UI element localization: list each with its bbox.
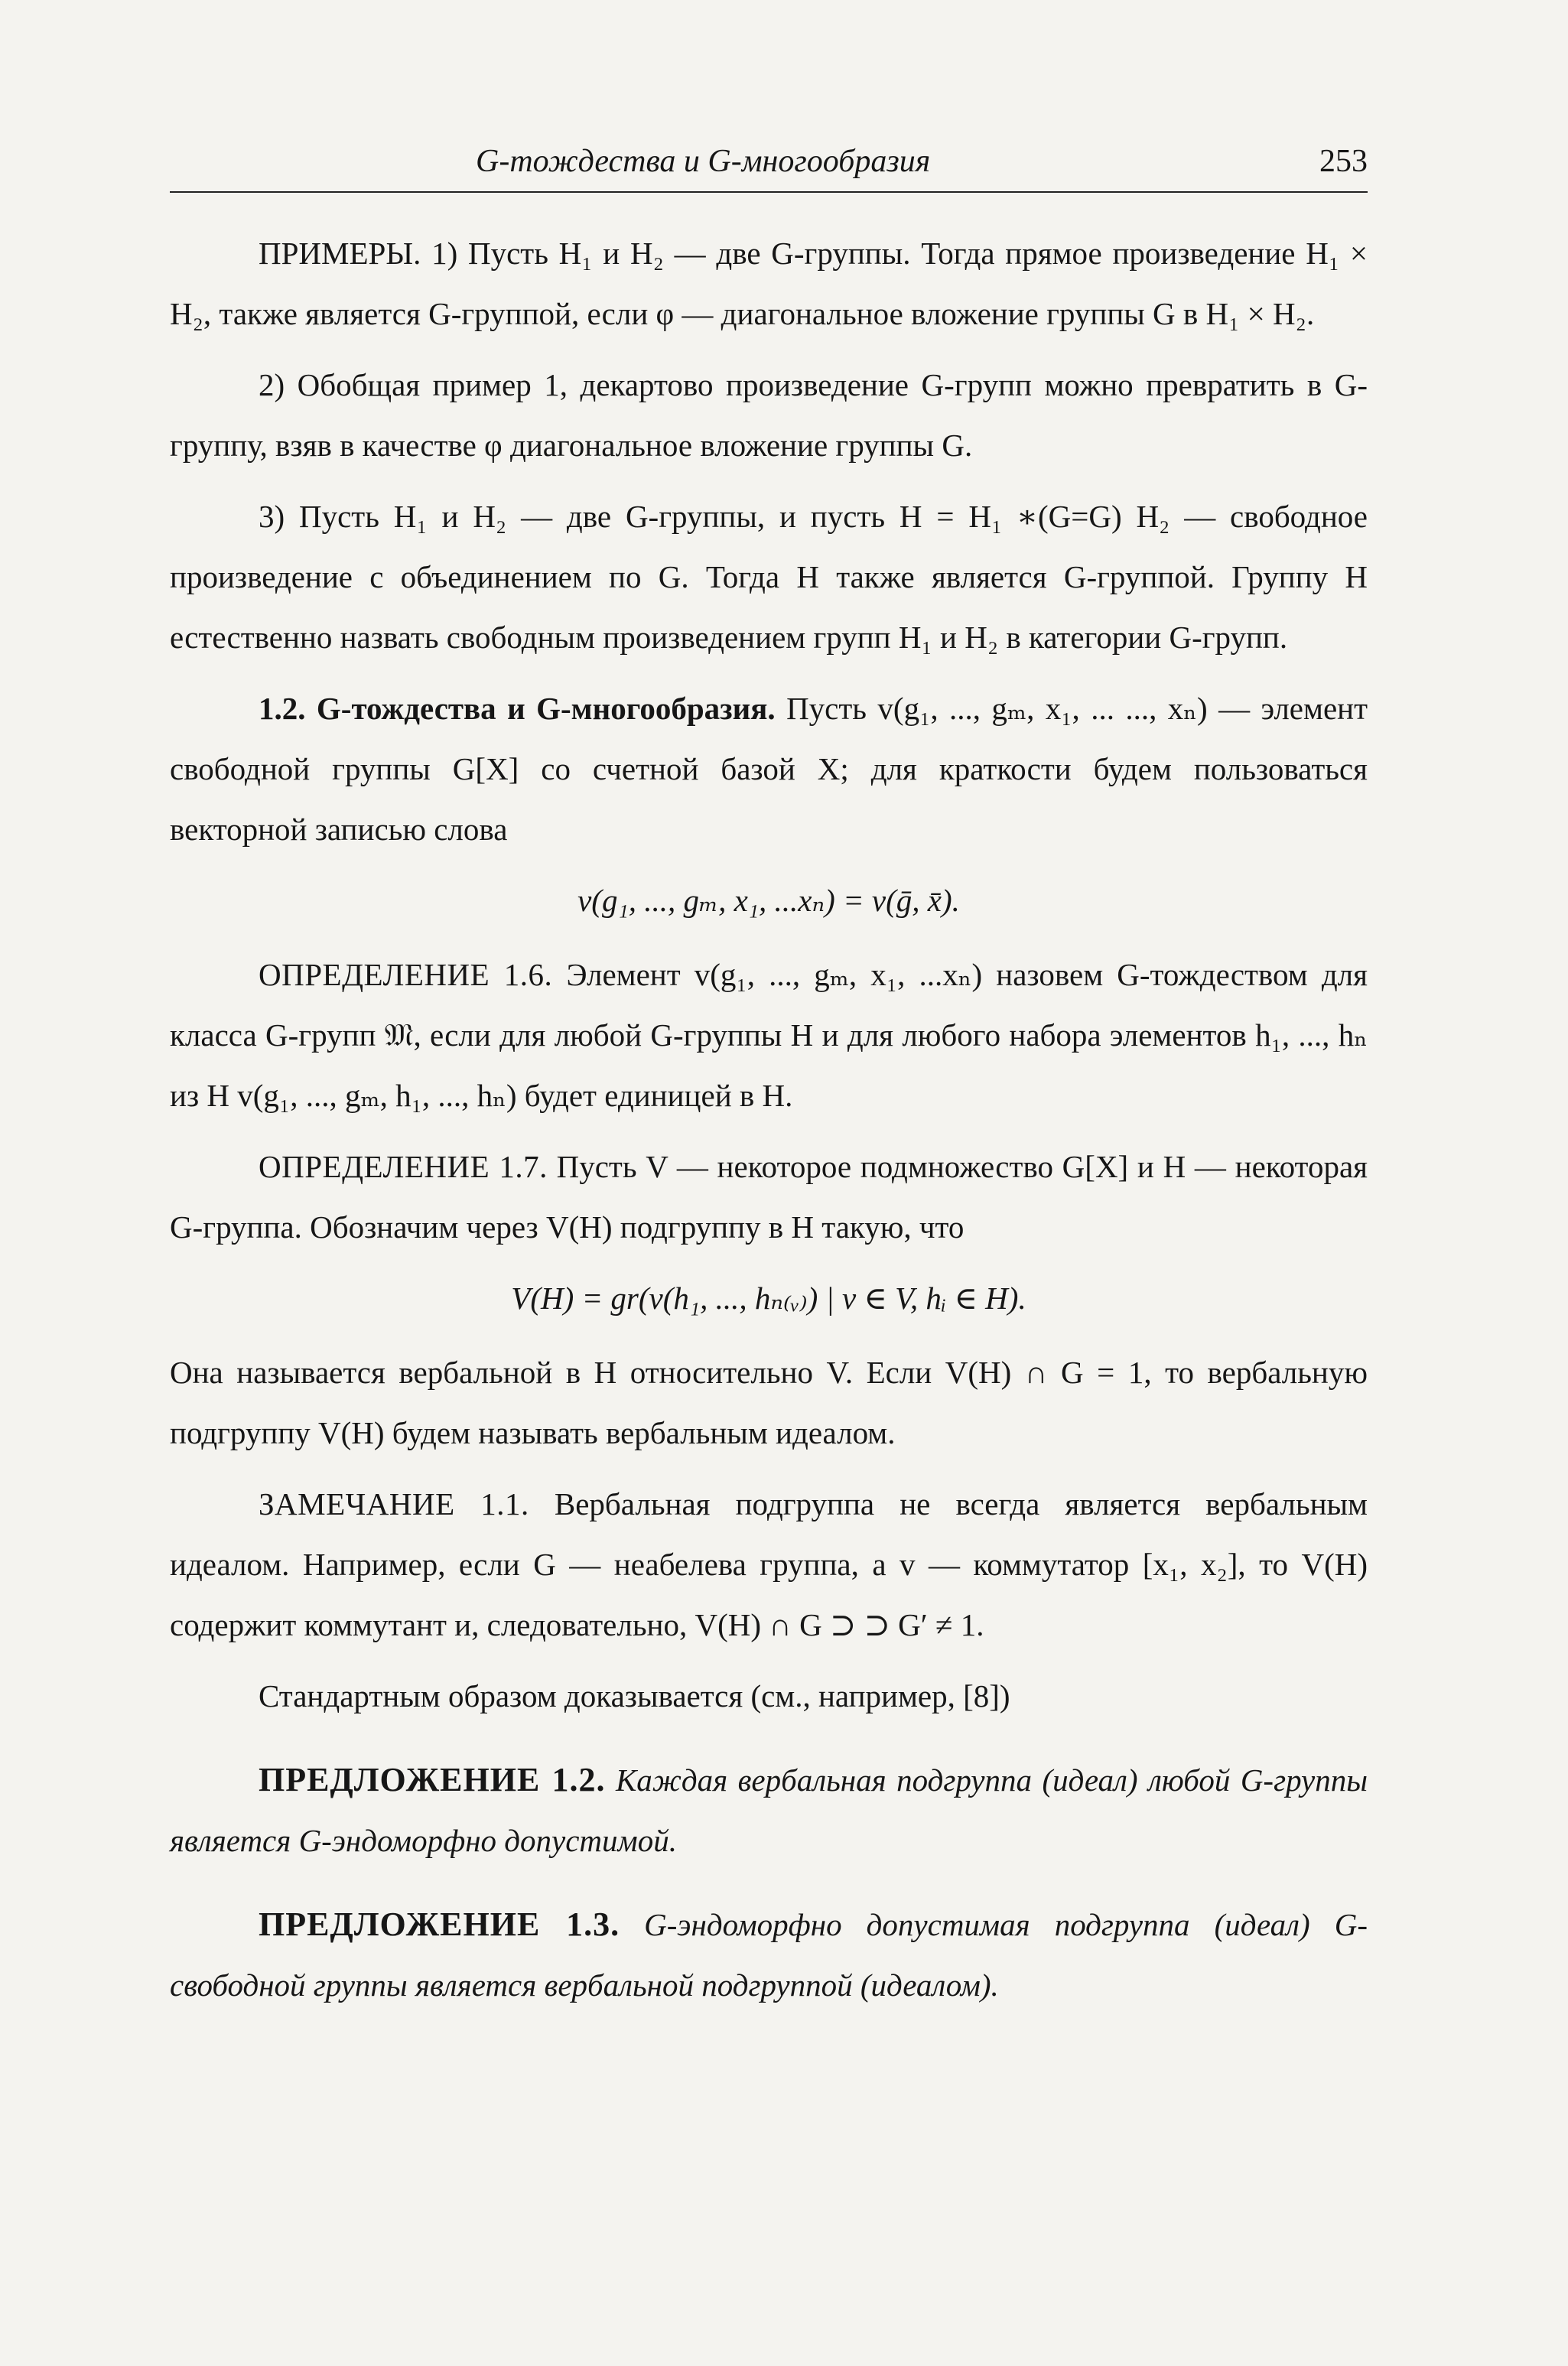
proposition-1-2 bbox=[170, 1749, 1368, 1871]
definition-1-7-text: Пусть V — некоторое подмножество G[X] и H — некоторая G-группа. Обозначим через V(H) подгруппу в H такую, что bbox=[170, 1149, 1368, 1245]
proposition-1-3-heading: ПРЕДЛОЖЕНИЕ 1.3. bbox=[259, 1905, 620, 1943]
definition-1-6 bbox=[170, 945, 1368, 1126]
section-1-2-paragraph bbox=[170, 679, 1368, 860]
definition-1-7-heading: ОПРЕДЕЛЕНИЕ 1.7. bbox=[259, 1149, 548, 1184]
section-text: Пусть v(g₁, ..., gₘ, x₁, ... ..., xₙ) — элемент свободной группы G[X] со счетной базой X; для краткости будем пользоваться векторной записью слова bbox=[170, 691, 1368, 847]
remark-1-1-heading: ЗАМЕЧАНИЕ 1.1. bbox=[259, 1486, 529, 1521]
page-number: 253 bbox=[1319, 144, 1368, 179]
page-content bbox=[170, 122, 1368, 2016]
examples-paragraph-2: 2) Обобщая пример 1, декартово произведение G-групп можно превратить в G-группу, взяв в качестве φ диагональное вложение группы G. bbox=[170, 367, 1368, 463]
section-heading: 1.2. G-тождества и G-многообразия. bbox=[259, 691, 776, 726]
formula-vector-notation: v(g₁, ..., gₘ, x₁, ...xₙ) = v(ḡ, x̄). bbox=[577, 883, 960, 918]
proposition-1-3-text: G-эндоморфно допустимая подгруппа (идеал) G-свободной группы является вербальной подгруппой (идеалом). bbox=[170, 1907, 1368, 2003]
verbal-definition-paragraph: Она называется вербальной в H относительно V. Если V(H) ∩ G = 1, то вербальную подгруппу V(H) будем называть вербальным идеалом. bbox=[170, 1355, 1368, 1450]
standard-proof-line: Стандартным образом доказывается (см., например, [8]) bbox=[259, 1678, 1010, 1713]
proposition-1-2-heading: ПРЕДЛОЖЕНИЕ 1.2. bbox=[259, 1761, 606, 1798]
definition-1-6-text: Элемент v(g₁, ..., gₘ, x₁, ...xₙ) назовем G-тождеством для класса G-групп 𝔐, если для любой G-группы H и для любого набора элементов h₁, ..., hₙ из H v(g₁, ..., gₘ, h₁, ..., hₙ) будет единицей в H. bbox=[170, 957, 1368, 1113]
remark-1-1 bbox=[170, 1474, 1368, 1655]
running-title: G-тождества и G-многообразия bbox=[476, 144, 931, 179]
proposition-1-3 bbox=[170, 1894, 1368, 2016]
examples-paragraph-1: ПРИМЕРЫ. 1) Пусть H₁ и H₂ — две G-группы. Тогда прямое произведение H₁ × H₂, также является G-группой, если φ — диагональное вложение группы G в H₁ × H₂. bbox=[170, 236, 1368, 331]
proposition-1-2-text: Каждая вербальная подгруппа (идеал) любой G-группы является G-эндоморфно допустимой. bbox=[170, 1762, 1368, 1858]
examples-paragraph-3: 3) Пусть H₁ и H₂ — две G-группы, и пусть H = H₁ ∗(G=G) H₂ — свободное произведение с объединением по G. Тогда H также является G-группой. Группу H естественно назвать свободным произведением групп H₁ и H₂ в категории G-групп. bbox=[170, 499, 1368, 655]
remark-1-1-text: Вербальная подгруппа не всегда является вербальным идеалом. Например, если G — неабелева группа, а v — коммутатор [x₁, x₂], то V(H) содержит коммутант и, следовательно, V(H) ∩ G ⊃ ⊃ G′ ≠ 1. bbox=[170, 1486, 1368, 1642]
formula-verbal-subgroup: V(H) = gr(v(h₁, ..., hₙ₍ᵥ₎) | v ∈ V, hᵢ ∈ H). bbox=[511, 1281, 1026, 1316]
running-header bbox=[170, 122, 1368, 193]
definition-1-7 bbox=[170, 1137, 1368, 1258]
definition-1-6-heading: ОПРЕДЕЛЕНИЕ 1.6. bbox=[259, 957, 553, 992]
